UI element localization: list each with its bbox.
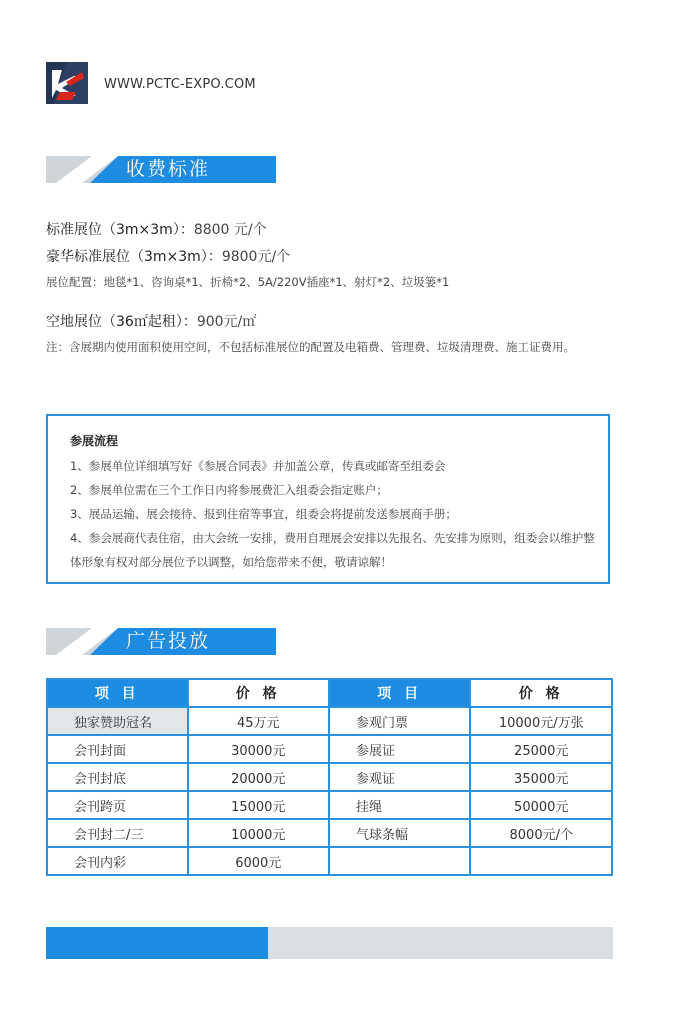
table-header-row <box>47 679 612 707</box>
price-cell: 10000元/万张 <box>470 707 612 735</box>
section-banner-ads <box>46 628 276 655</box>
item-cell <box>329 847 470 875</box>
item-cell: 会刊封底 <box>47 763 188 791</box>
price-cell: 15000元 <box>188 791 329 819</box>
section-banner-fees <box>46 156 276 183</box>
price-cell: 50000元 <box>470 791 612 819</box>
header-price: 价 格 <box>188 679 329 707</box>
item-cell: 会刊跨页 <box>47 791 188 819</box>
item-cell: 参展证 <box>329 735 470 763</box>
price-cell: 35000元 <box>470 763 612 791</box>
process-title: 参展流程 <box>70 434 119 448</box>
item-cell: 参观证 <box>329 763 470 791</box>
site-url[interactable]: WWW.PCTC-EXPO.COM <box>104 77 256 92</box>
fees-note: 注：含展期内使用面积使用空间，不包括标准展位的配置及电箱费、管理费、垃圾清理费、施工证费用。 <box>46 340 575 354</box>
item-cell: 会刊封面 <box>47 735 188 763</box>
process-item: 1、参展单位详细填写好《参展合同表》并加盖公章，传真或邮寄至组委会 <box>70 459 446 473</box>
table-row <box>47 847 612 875</box>
luxury-booth-price: 9800元/个 <box>221 249 291 265</box>
price-cell: 30000元 <box>188 735 329 763</box>
price-cell: 10000元 <box>188 819 329 847</box>
process-item: 2、参展单位需在三个工作日内将参展费汇入组委会指定账户； <box>70 483 388 497</box>
raw-space-line <box>46 311 256 331</box>
price-cell: 20000元 <box>188 763 329 791</box>
booth-config: 展位配置：地毯*1、咨询桌*1、折椅*2、5A/220V插座*1、射灯*2、垃圾篓*1 <box>46 275 450 289</box>
table-row <box>47 707 612 735</box>
footer-bar-grey <box>268 927 613 959</box>
table-row <box>47 791 612 819</box>
item-cell: 独家赞助冠名 <box>47 707 188 735</box>
item-cell: 参观门票 <box>329 707 470 735</box>
item-cell: 会刊内彩 <box>47 847 188 875</box>
table-row <box>47 819 612 847</box>
raw-space-label: 空地展位（36㎡起租）： <box>46 314 197 330</box>
table-row <box>47 735 612 763</box>
price-cell: 6000元 <box>188 847 329 875</box>
price-cell: 8000元/个 <box>470 819 612 847</box>
item-cell: 挂绳 <box>329 791 470 819</box>
table-row <box>47 763 612 791</box>
section-title: 广告投放 <box>126 630 211 652</box>
price-cell <box>470 847 612 875</box>
raw-space-price: 900元/㎡ <box>196 314 257 330</box>
ads-price-table <box>46 678 613 876</box>
standard-booth-line <box>46 219 267 239</box>
process-item: 4、参会展商代表住宿，由大会统一安排，费用自理展会安排以先报名、先安排为原则，组委会以维护整体形象有权对部分展位予以调整，如给您带来不便，敬请谅解！ <box>70 531 595 569</box>
standard-booth-price: 8800 元/个 <box>193 222 267 238</box>
item-cell: 气球条幅 <box>329 819 470 847</box>
price-cell: 25000元 <box>470 735 612 763</box>
header-price: 价 格 <box>470 679 612 707</box>
footer-bar-blue <box>46 927 268 959</box>
header-item: 项 目 <box>47 679 188 707</box>
header-item: 项 目 <box>329 679 470 707</box>
price-cell: 45万元 <box>188 707 329 735</box>
section-title: 收费标准 <box>126 158 211 180</box>
luxury-booth-label: 豪华标准展位（3m×3m）： <box>46 249 222 265</box>
pctc-logo-icon <box>46 62 88 104</box>
item-cell: 会刊封二/三 <box>47 819 188 847</box>
process-box <box>46 414 610 584</box>
standard-booth-label: 标准展位（3m×3m）： <box>46 222 194 238</box>
process-item: 3、展品运输、展会接待、报到住宿等事宜，组委会将提前发送参展商手册； <box>70 507 457 521</box>
luxury-booth-line <box>46 246 290 266</box>
